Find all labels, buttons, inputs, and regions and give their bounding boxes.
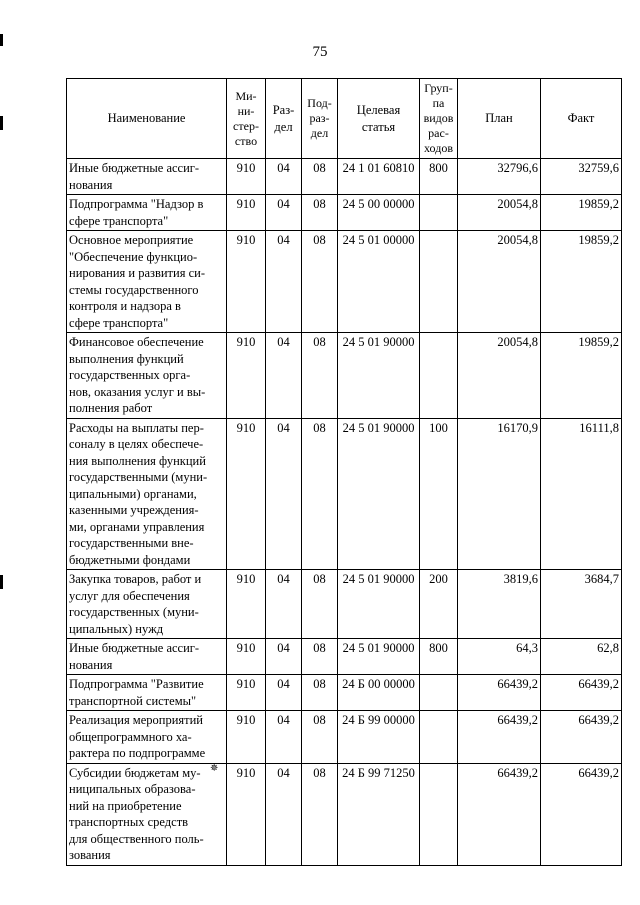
cell-name [67, 159, 227, 195]
cell-name-line: Расходы на выплаты пер- [69, 420, 204, 435]
column-header-line: Раз- [272, 103, 295, 117]
cell-fact: 19859,2 [541, 231, 622, 333]
column-header-plan [458, 79, 541, 159]
column-header-line: Целевая [356, 103, 401, 117]
cell-group: 200 [420, 570, 458, 639]
cell-target: 24 5 01 90000 [338, 418, 420, 570]
cell-name-line: выполнения функций [69, 351, 184, 366]
cell-name-line: рактера по подпрограмме [69, 746, 206, 760]
cell-group: 800 [420, 159, 458, 195]
column-header-line: дел [274, 119, 293, 134]
budget-table [66, 78, 622, 866]
cell-name-line: сфере транспорта" [69, 315, 169, 330]
cell-name [67, 675, 227, 711]
cell-name-line: Иные бюджетные ассиг- [69, 641, 200, 655]
column-header-line: видов [423, 111, 454, 125]
cell-name [67, 231, 227, 333]
column-header-line: Наименование [107, 111, 186, 126]
column-header-line: дел [310, 126, 329, 140]
cell-section: 04 [266, 418, 302, 570]
cell-subsection: 08 [302, 195, 338, 231]
cell-name-line: государственных орга- [69, 368, 191, 382]
table-row [67, 418, 622, 570]
cell-target: 24 Б 99 00000 [338, 711, 420, 764]
column-header-group [420, 79, 458, 159]
cell-section: 04 [266, 570, 302, 639]
cell-target: 24 1 01 60810 [338, 159, 420, 195]
cell-fact: 3684,7 [541, 570, 622, 639]
cell-name-line: контроля и надзора в [69, 299, 181, 313]
table-row [67, 570, 622, 639]
cell-name-line: ципальными) органами, [69, 486, 197, 501]
cell-plan: 20054,8 [458, 231, 541, 333]
cell-ministry: 910 [227, 231, 266, 333]
cell-ministry: 910 [227, 570, 266, 639]
cell-plan: 16170,9 [458, 418, 541, 570]
column-header-line: ни- [237, 103, 255, 118]
cell-name [67, 711, 227, 764]
column-header-section [266, 79, 302, 159]
cell-fact: 66439,2 [541, 675, 622, 711]
cell-ministry: 910 [227, 418, 266, 570]
cell-name-line: полнения работ [69, 401, 153, 415]
cell-group: 800 [420, 639, 458, 675]
cell-name-line: Подпрограмма "Надзор в [69, 197, 204, 211]
column-header-line: Под- [307, 96, 332, 110]
cell-group: 100 [420, 418, 458, 570]
cell-ministry: 910 [227, 195, 266, 231]
cell-plan: 64,3 [458, 639, 541, 675]
cell-name-line: государственными (муни- [69, 470, 208, 484]
column-header-line: стер- [233, 118, 259, 133]
cell-name-line: Подпрограмма "Развитие [69, 677, 204, 691]
cell-fact: 66439,2 [541, 711, 622, 764]
table-row [67, 639, 622, 675]
cell-name-line: Основное мероприятие [69, 233, 194, 247]
column-header-line: Факт [567, 111, 595, 126]
cell-target: 24 5 00 00000 [338, 195, 420, 231]
cell-name-line: услуг для обеспечения [69, 588, 190, 603]
cell-name-line: сфере транспорта" [69, 213, 169, 228]
cell-fact: 66439,2 [541, 763, 622, 865]
column-header-line: раз- [309, 111, 330, 125]
table-row [67, 159, 622, 195]
cell-section: 04 [266, 159, 302, 195]
cell-subsection: 08 [302, 763, 338, 865]
cell-section: 04 [266, 711, 302, 764]
cell-name-line: ципальных) нужд [69, 621, 164, 636]
cell-name-line: для общественного поль- [69, 831, 204, 846]
cell-name-line: Реализация мероприятий [69, 713, 203, 727]
cell-section: 04 [266, 195, 302, 231]
cell-target: 24 5 01 00000 [338, 231, 420, 333]
cell-fact: 62,8 [541, 639, 622, 675]
cell-subsection: 08 [302, 639, 338, 675]
cell-fact: 16111,8 [541, 418, 622, 570]
cell-subsection: 08 [302, 159, 338, 195]
page-number: 75 [312, 44, 328, 60]
cell-name-line: транспортной системы" [69, 693, 197, 708]
column-header-target [338, 79, 420, 159]
column-header-subsection [302, 79, 338, 159]
cell-plan: 32796,6 [458, 159, 541, 195]
table-header-row [67, 79, 622, 159]
cell-plan: 3819,6 [458, 570, 541, 639]
cell-group [420, 711, 458, 764]
cell-plan: 66439,2 [458, 711, 541, 764]
cell-name-line: зования [69, 848, 111, 862]
column-header-line: ходов [424, 141, 453, 155]
cell-target: 24 Б 00 00000 [338, 675, 420, 711]
cell-name-line: нов, оказания услуг и вы- [69, 384, 206, 399]
cell-name [67, 195, 227, 231]
cell-plan: 66439,2 [458, 675, 541, 711]
cell-name-line: соналу в целях обеспече- [69, 437, 204, 451]
cell-group [420, 195, 458, 231]
cell-name-line: Иные бюджетные ассиг- [69, 161, 200, 175]
cell-name-line: общепрограммного ха- [69, 729, 192, 744]
column-header-line: ство [234, 133, 258, 148]
cell-plan: 20054,8 [458, 333, 541, 419]
cell-ministry: 910 [227, 639, 266, 675]
table-row [67, 675, 622, 711]
cell-fact: 19859,2 [541, 333, 622, 419]
cell-group [420, 333, 458, 419]
table-row [67, 333, 622, 419]
column-header-line: Груп- [424, 81, 453, 95]
cell-ministry: 910 [227, 763, 266, 865]
cell-name-line: стемы государственного [69, 282, 199, 297]
cell-subsection: 08 [302, 418, 338, 570]
cell-plan: 20054,8 [458, 195, 541, 231]
cell-name [67, 639, 227, 675]
cell-name-line: нования [69, 657, 113, 672]
cell-name-line: Закупка товаров, работ и [69, 572, 202, 586]
pen-tick-mark: ✵ [210, 763, 219, 774]
cell-name-line: "Обеспечение функцио- [69, 249, 198, 264]
cell-section: 04 [266, 639, 302, 675]
table-row [67, 711, 622, 764]
cell-name-line: нования [69, 177, 113, 192]
cell-section: 04 [266, 231, 302, 333]
cell-name-line: транспортных средств [69, 815, 189, 829]
column-header-line: рас- [428, 126, 449, 140]
cell-name [67, 333, 227, 419]
cell-name [67, 763, 227, 865]
cell-section: 04 [266, 675, 302, 711]
cell-group [420, 231, 458, 333]
cell-name-line: ми, органами управления [69, 519, 205, 534]
scan-edge-mark-middle [0, 116, 3, 130]
cell-section: 04 [266, 333, 302, 419]
cell-subsection: 08 [302, 231, 338, 333]
table-row [67, 763, 622, 865]
cell-name-line: государственных (муни- [69, 605, 199, 619]
column-header-ministry [227, 79, 266, 159]
scan-edge-mark-bottom [0, 575, 3, 589]
cell-name-line: ниципальных образова- [69, 782, 196, 796]
cell-name-line: государственными вне- [69, 536, 194, 550]
cell-ministry: 910 [227, 333, 266, 419]
cell-name-line: ний на приобретение [69, 798, 182, 813]
table-row [67, 195, 622, 231]
column-header-name [67, 79, 227, 159]
cell-name-line: казенными учреждения- [69, 503, 199, 517]
cell-target: 24 5 01 90000 [338, 639, 420, 675]
column-header-line: па [432, 96, 445, 110]
cell-subsection: 08 [302, 570, 338, 639]
cell-name-line: Субсидии бюджетам му- [69, 765, 201, 780]
column-header-line: План [485, 111, 513, 126]
cell-section: 04 [266, 763, 302, 865]
table-body [67, 159, 622, 866]
cell-subsection: 08 [302, 675, 338, 711]
table-row [67, 231, 622, 333]
cell-group [420, 763, 458, 865]
column-header-fact [541, 79, 622, 159]
cell-group [420, 675, 458, 711]
cell-plan: 66439,2 [458, 763, 541, 865]
cell-fact: 19859,2 [541, 195, 622, 231]
column-header-line: Ми- [235, 88, 257, 103]
cell-fact: 32759,6 [541, 159, 622, 195]
cell-name-line: Финансовое обеспечение [69, 335, 204, 349]
cell-name-line: нирования и развития си- [69, 266, 205, 280]
cell-subsection: 08 [302, 333, 338, 419]
cell-name [67, 418, 227, 570]
cell-ministry: 910 [227, 675, 266, 711]
column-header-line: статья [361, 119, 396, 134]
cell-name-line: бюджетными фондами [69, 552, 191, 567]
cell-ministry: 910 [227, 711, 266, 764]
cell-target: 24 5 01 90000 [338, 570, 420, 639]
cell-ministry: 910 [227, 159, 266, 195]
cell-target: 24 5 01 90000 [338, 333, 420, 419]
cell-name [67, 570, 227, 639]
cell-subsection: 08 [302, 711, 338, 764]
cell-target: 24 Б 99 71250 [338, 763, 420, 865]
cell-name-line: ния выполнения функций [69, 453, 206, 468]
